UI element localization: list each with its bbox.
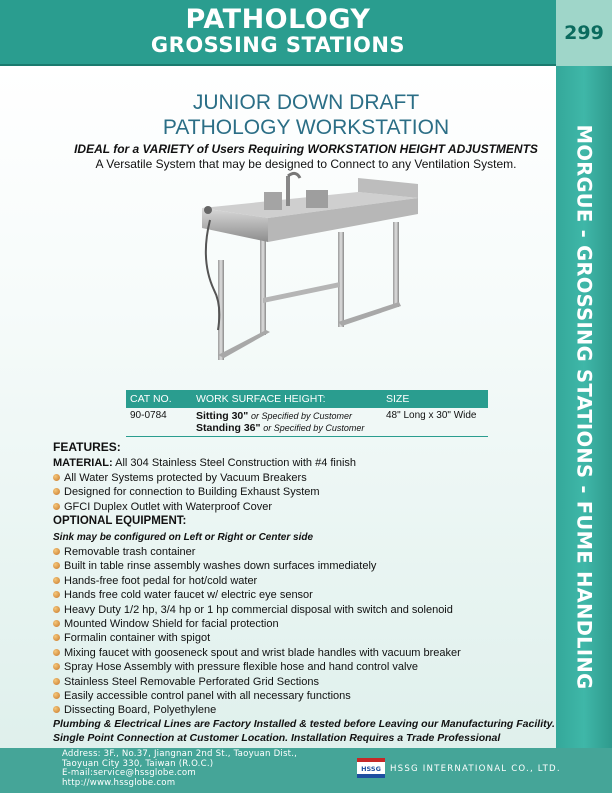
material-text: All 304 Stainless Steel Construction with #4 finish [115,457,357,469]
list-item: All Water Systems protected by Vacuum Breakers [53,471,320,485]
spec-table [126,390,488,437]
list-item: Removable trash container [53,545,461,559]
bullet-icon [53,548,60,555]
material-label: MATERIAL: [53,457,113,469]
bullet-icon [53,649,60,656]
spec-cat-no: 90-0784 [126,408,192,437]
bullet-icon [53,706,60,713]
list-item: Dissecting Board, Polyethylene [53,703,461,717]
bullet-icon [53,606,60,613]
material-line [53,457,356,469]
title-line-2: GROSSING STATIONS [150,33,406,57]
bullet-icon [53,591,60,598]
tagline [0,142,612,172]
features-heading: FEATURES: [53,440,121,454]
list-item: Hands free cold water faucet w/ electric eye sensor [53,588,461,602]
product-title [0,90,612,140]
page-title [0,6,556,56]
logo-text: HSSG [361,765,381,773]
bullet-icon [53,503,60,510]
bullet-icon [53,474,60,481]
list-item: Easily accessible control panel with all necessary functions [53,689,461,703]
bullet-icon [53,577,60,584]
list-item: GFCI Duplex Outlet with Waterproof Cover [53,500,320,514]
workstation-image [188,170,428,375]
list-item: Mounted Window Shield for facial protection [53,617,461,631]
address-line-1: Address: 3F., No.37, Jiangnan 2nd St., Taoyuan Dist., [62,749,298,759]
spec-size: 48" Long x 30" Wide [382,408,488,437]
tagline-sub: A Versatile System that may be designed to Connect to any Ventilation System. [95,157,517,171]
spec-header-height: WORK SURFACE HEIGHT: [192,390,382,408]
bullet-icon [53,488,60,495]
product-title-line-2: PATHOLOGY WORKSTATION [162,116,450,139]
tagline-bold: IDEAL for a VARIETY of Users Requiring WORKSTATION HEIGHT ADJUSTMENTS [74,142,538,156]
product-title-line-1: JUNIOR DOWN DRAFT [192,91,420,114]
height-standing: Standing 36" [196,422,261,434]
bullet-icon [53,620,60,627]
footer-website: http://www.hssglobe.com [62,777,176,788]
spec-header-row [126,390,488,408]
address-line-2: Taoyuan City 330, Taiwan (R.O.C.) [62,758,214,769]
spec-header-cat: CAT NO. [126,390,192,408]
height-sitting-note: or Specified by Customer [251,411,353,421]
spec-row [126,408,488,437]
list-item: Mixing faucet with gooseneck spout and wrist blade handles with vacuum breaker [53,646,461,660]
list-item: Hands-free foot pedal for hot/cold water [53,574,461,588]
closing-note [53,717,555,745]
list-item: Spray Hose Assembly with pressure flexible hose and hand control valve [53,660,461,674]
bullet-icon [53,634,60,641]
bullet-icon [53,663,60,670]
closing-line-1: Plumbing & Electrical Lines are Factory Installed & tested before Leaving our Manufacturing Facility. [53,718,555,730]
height-sitting: Sitting 30" [196,410,249,422]
spec-header-size: SIZE [382,390,488,408]
spec-height-cell [192,408,382,437]
sink-note: Sink may be configured on Left or Right or Center side [53,532,314,543]
side-vertical-text: MORGUE - GROSSING STATIONS - FUME HANDLING [572,124,596,690]
footer-company: HSSG INTERNATIONAL CO., LTD. [390,764,561,774]
optional-heading: OPTIONAL EQUIPMENT: [53,515,187,527]
company-logo-icon [356,756,386,780]
title-line-1: PATHOLOGY [185,4,371,35]
bullet-icon [53,562,60,569]
page-number-badge: 299 [556,0,612,66]
height-standing-note: or Specified by Customer [263,423,365,433]
list-item: Designed for connection to Building Exhaust System [53,485,320,499]
bullet-icon [53,678,60,685]
closing-line-2: Single Point Connection at Customer Location. Installation Requires a Trade Professional [53,732,501,744]
footer-email: E-mail:service@hssglobe.com [62,768,196,779]
list-item: Heavy Duty 1/2 hp, 3/4 hp or 1 hp commercial disposal with switch and solenoid [53,603,461,617]
optional-list [53,545,461,718]
footer-address [62,750,297,788]
bullet-icon [53,692,60,699]
list-item: Built in table rinse assembly washes down surfaces immediately [53,559,461,573]
list-item: Formalin container with spigot [53,631,461,645]
list-item: Stainless Steel Removable Perforated Grid Sections [53,675,461,689]
features-list [53,471,320,514]
